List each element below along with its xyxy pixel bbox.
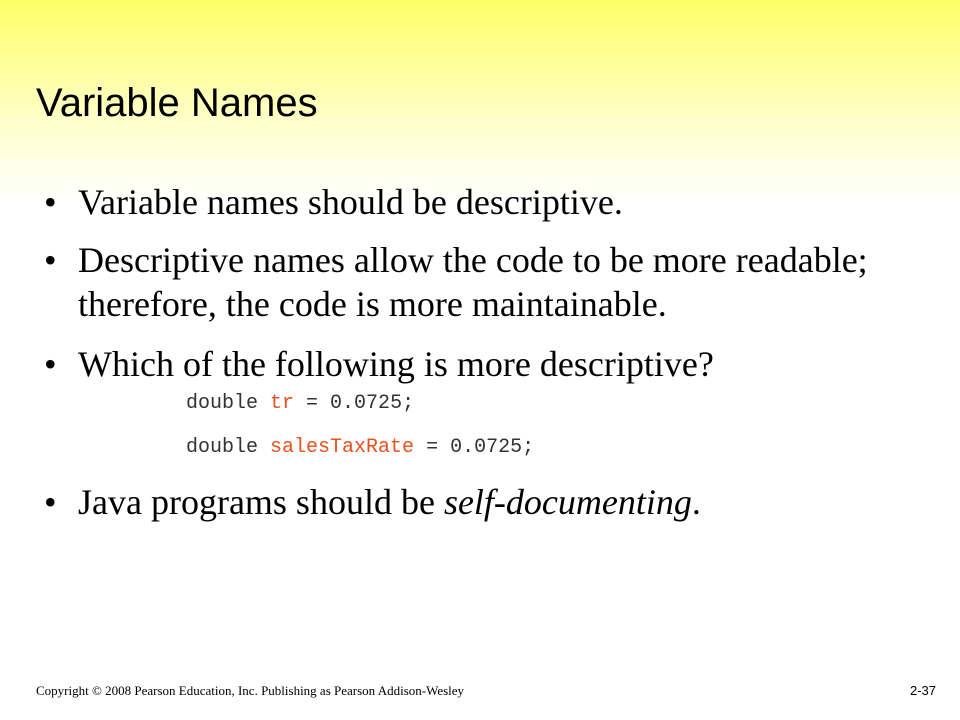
bullet-text: Descriptive names allow the code to be more readable; therefore, the code is more maintainable. bbox=[78, 240, 868, 324]
code-assignment: = 0.0725; bbox=[414, 436, 535, 459]
code-type: double bbox=[186, 436, 259, 459]
copyright-footer: Copyright © 2008 Pearson Education, Inc. Publishing as Pearson Addison-Wesley bbox=[36, 683, 465, 698]
emphasis-text: self-documenting bbox=[443, 482, 692, 522]
slide-title: Variable Names bbox=[36, 81, 318, 125]
bullet-text-suffix: . bbox=[691, 482, 701, 522]
code-line bbox=[44, 392, 924, 416]
bullet-marker: • bbox=[44, 240, 57, 280]
code-type: double bbox=[186, 392, 259, 415]
bullet-marker: • bbox=[44, 482, 57, 522]
bullet-item bbox=[44, 342, 924, 386]
page-number: 2-37 bbox=[909, 683, 936, 698]
code-assignment: = 0.0725; bbox=[294, 392, 415, 415]
bullet-item bbox=[44, 480, 924, 524]
bullet-list bbox=[44, 180, 924, 524]
code-variable-name: tr bbox=[270, 392, 295, 415]
bullet-item bbox=[44, 238, 924, 326]
bullet-marker: • bbox=[44, 182, 57, 222]
bullet-item bbox=[44, 180, 924, 224]
bullet-text: Variable names should be descriptive. bbox=[78, 182, 623, 222]
code-line bbox=[44, 436, 924, 460]
bullet-marker: • bbox=[44, 344, 57, 384]
code-variable-name: salesTaxRate bbox=[270, 436, 415, 459]
bullet-text: Which of the following is more descriptive? bbox=[78, 344, 714, 384]
bullet-text bbox=[78, 482, 701, 522]
bullet-text-prefix: Java programs should be bbox=[78, 482, 444, 522]
